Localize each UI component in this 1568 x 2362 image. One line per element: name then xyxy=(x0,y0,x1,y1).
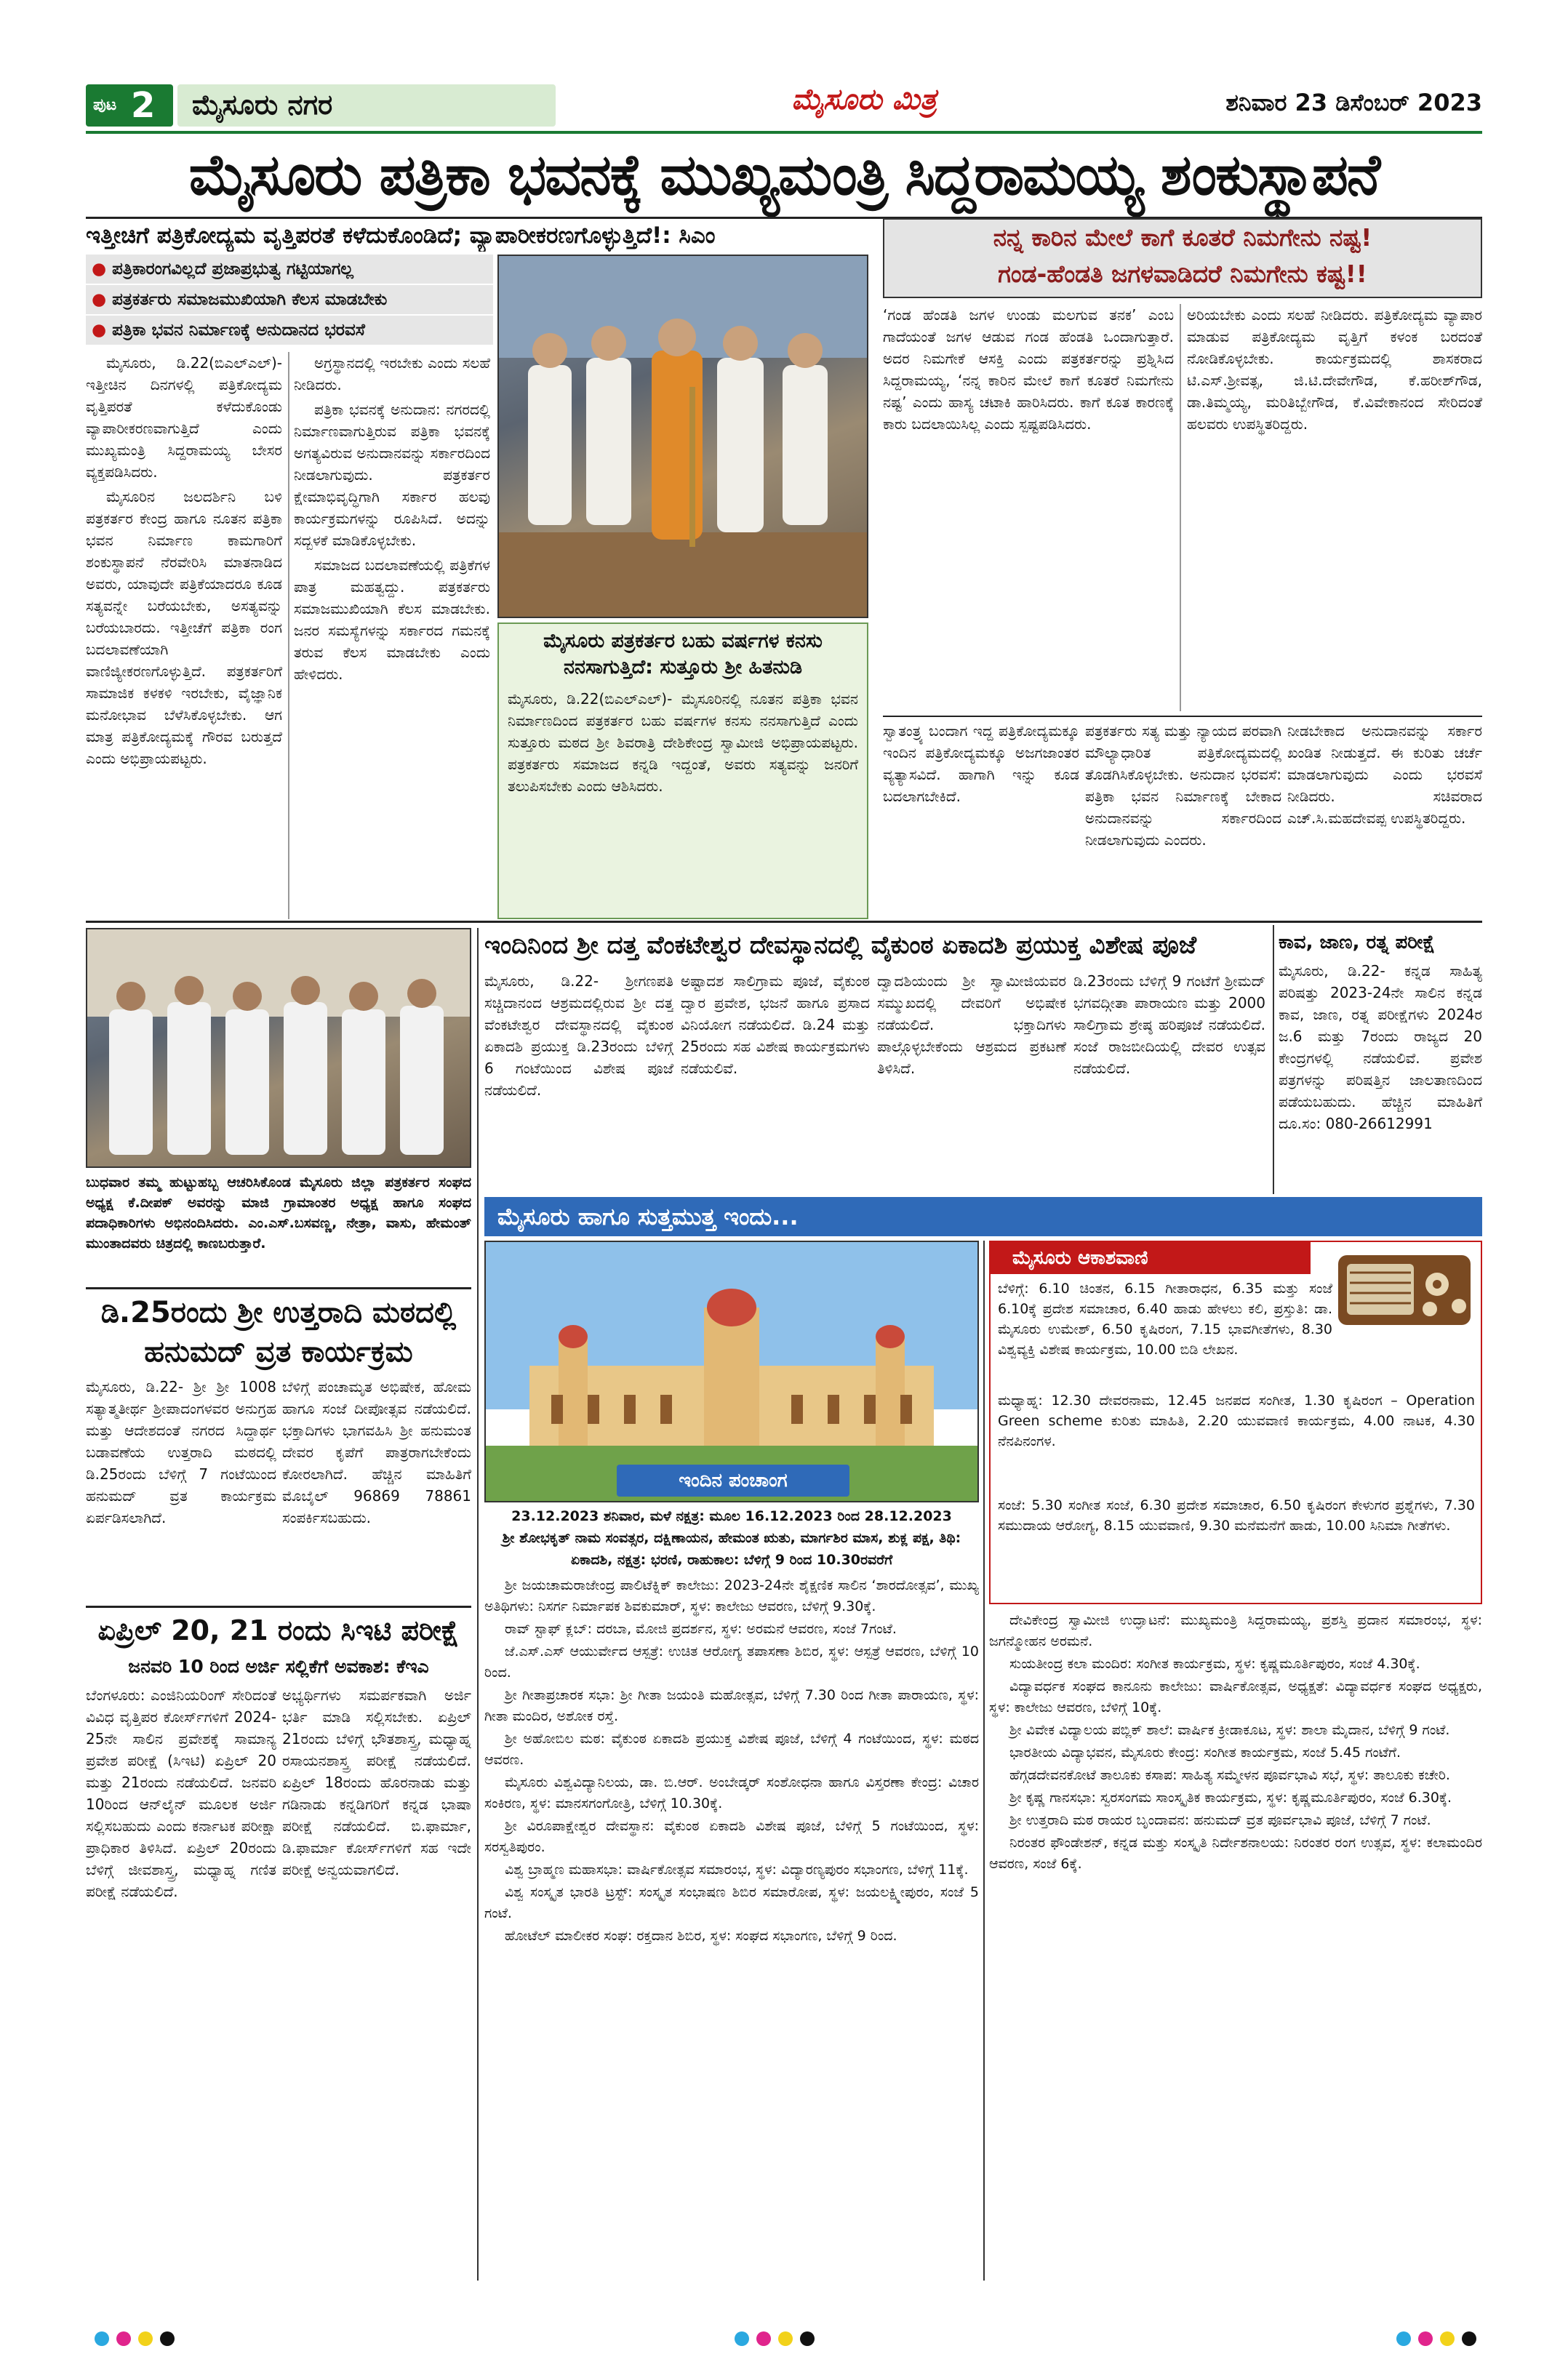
radio-morning: ಬೆಳಿಗ್ಗೆ: 6.10 ಚಿಂತನ, 6.15 ಗೀತಾರಾಧನ, 6.35 ಮತ್ತು ಸಂಜೆ 6.10ಕ್ಕೆ ಪ್ರದೇಶ ಸಮಾಚಾರ, 6.40 ಹಾಡು ಹೇಳಲು ಕಲಿ, ಪ್ರಸ್ತುತಿ: ಡಾ. ಮೈಸೂರು ಉಮೇಶ್, 6.50 ಕೃಷಿರಂಗ, 7.15 ಭಾವಗೀತೆಗಳು, 8.30 ವಿಶ್ವವ್ಯಕ್ತಿ ವಿಶೇಷ ಕಾರ್ಯಕ್ರಮ, 10.00 ಬಿಡಿ ಲೇಖನ. xyxy=(998,1281,1332,1358)
kaava-headline: ಕಾವ, ಜಾಣ, ರತ್ನ ಪರೀಕ್ಷೆ xyxy=(1279,932,1436,953)
event-item: ಶ್ರೀ ವಿರೂಪಾಕ್ಷೇಶ್ವರ ದೇವಸ್ಥಾನ: ವೈಕುಂಠ ಏಕಾದಶಿ ವಿಶೇಷ ಪೂಜೆ, ಬೆಳಿಗ್ಗೆ 5 ಗಂಟೆಯಿಂದ, ಸ್ಥಳ: ಸರಸ್ವತಿಪುರಂ. xyxy=(484,1818,979,1855)
kaava-text: ಮೈಸೂರು, ಡಿ.22- ಕನ್ನಡ ಸಾಹಿತ್ಯ ಪರಿಷತ್ತು 2023-24ನೇ ಸಾಲಿನ ಕನ್ನಡ ಕಾವ, ಜಾಣ, ರತ್ನ ಪರೀಕ್ಷೆಗಳು 2024ರ ಜ.6 ಮತ್ತು 7ರಂದು ರಾಜ್ಯದ 20 ಕೇಂದ್ರಗಳಲ್ಲಿ ನಡೆಯಲಿವೆ. ಪ್ರವೇಶ ಪತ್ರಗಳನ್ನು ಪರಿಷತ್ತಿನ ಜಾಲತಾಣದಿಂದ ಪಡೆಯಬಹುದು. ಹೆಚ್ಚಿನ ಮಾಹಿತಿಗೆ ದೂ.ಸಂ: 080-26612991 xyxy=(1279,962,1482,1132)
vaikuntha-column-4: ಡಿ.23ರಂದು ಬೆಳಿಗ್ಗೆ 9 ಗಂಟೆಗೆ ಶ್ರೀಮದ್ ಭಗವದ್ಗೀತಾ ಪಾರಾಯಣ ಮತ್ತು 2000 ಸಾಲಿಗ್ರಾಮ ಶ್ರೇಷ್ಠ ಹರಿಪೂಜೆ ನಡೆಯಲಿದೆ. ಸಂಜೆ ರಾಜಬೀದಿಯಲ್ಲಿ ದೇವರ ಉತ್ಸವ ನಡೆಯಲಿದೆ. xyxy=(1073,972,1265,1077)
column-rule xyxy=(477,928,479,2281)
registration-dot xyxy=(1396,2331,1411,2346)
opinion-column-2: ಅರಿಯಬೇಕು ಎಂದು ಸಲಹೆ ನೀಡಿದರು. ಪತ್ರಿಕೋದ್ಯಮ ವ್ಯಾಪಾರ ಮಾಡುವ ಪತ್ರಿಕೋದ್ಯಮ ವೃತ್ತಿಗೆ ಕಳಂಕ ಬರದಂತೆ ನೋಡಿಕೊಳ್ಳಬೇಕು. ಕಾರ್ಯಕ್ರಮದಲ್ಲಿ ಶಾಸಕರಾದ ಟಿ.ಎಸ್.ಶ್ರೀವತ್ಸ, ಜಿ.ಟಿ.ದೇವೇಗೌಡ, ಕೆ.ಹರೀಶ್‌ಗೌಡ, ಡಾ.ತಿಮ್ಮಯ್ಯ, ಮರಿತಿಬ್ಬೇಗೌಡ, ಕೆ.ವಿವೇಕಾನಂದ ಸೇರಿದಂತೆ ಹಲವರು ಉಪಸ್ಥಿತರಿದ್ದರು. xyxy=(1187,306,1482,433)
hanumad-column-1: ಮೈಸೂರು, ಡಿ.22- ಶ್ರೀ ಶ್ರೀ 1008 ಸತ್ಯಾತ್ಮತೀರ್ಥ ಶ್ರೀಪಾದಂಗಳವರ ಅನುಗ್ರಹ ಮತ್ತು ಆದೇಶದಂತೆ ನಗರದ ಸಿದ್ದಾರ್ಥ ಬಡಾವಣೆಯ ಉತ್ತರಾದಿ ಮಠದಲ್ಲಿ ಡಿ.25ರಂದು ಬೆಳಿಗ್ಗೆ 7 ಗಂಟೆಯಿಂದ ಹನುಮದ್ ವ್ರತ ಕಾರ್ಯಕ್ರಮ ಏರ್ಪಡಿಸಲಾಗಿದೆ. xyxy=(86,1378,276,1526)
registration-dot xyxy=(800,2331,815,2346)
event-item: ವಿದ್ಯಾವರ್ಧಕ ಸಂಘದ ಕಾನೂನು ಕಾಲೇಜು: ವಾರ್ಷಿಕೋತ್ಸವ, ಅಧ್ಯಕ್ಷತೆ: ವಿದ್ಯಾವರ್ಧಕ ಸಂಘದ ಅಧ್ಯಕ್ಷರು, ಸ್ಥಳ: ಕಾಲೇಜು ಆವರಣ, ಬೆಳಿಗ್ಗೆ 10ಕ್ಕೆ. xyxy=(989,1678,1482,1716)
bullet-item: ● ಪತ್ರಿಕಾರಂಗವಿಲ್ಲದೆ ಪ್ರಜಾಪ್ರಭುತ್ವ ಗಟ್ಟಿಯಾಗಲ್ಲ xyxy=(86,255,493,284)
section-label xyxy=(177,84,556,127)
lower-left-column-1: ಸ್ವಾತಂತ್ರ್ಯ ಬಂದಾಗ ಇದ್ದ ಪತ್ರಿಕೋದ್ಯಮಕ್ಕೂ ಇಂದಿನ ಪತ್ರಿಕೋದ್ಯಮಕ್ಕೂ ಅಜಗಜಾಂತರ ವ್ಯತ್ಯಾಸವಿದೆ. ಹಾಗಾಗಿ ಇನ್ನು ಕೂಡ ಬದಲಾಗಬೇಕಿದೆ. xyxy=(883,722,1079,805)
section-name: ಮೈಸೂರು ನಗರ xyxy=(192,89,333,121)
section-rule xyxy=(86,921,1482,923)
group-photo-caption: ಬುಧವಾರ ತಮ್ಮ ಹುಟ್ಟುಹಬ್ಬ ಆಚರಿಸಿಕೊಂಡ ಮೈಸೂರು ಜಿಲ್ಲಾ ಪತ್ರಕರ್ತರ ಸಂಘದ ಅಧ್ಯಕ್ಷ ಕೆ.ದೀಪಕ್ ಅವರನ್ನು ಮಾಜಿ ಗ್ರಾಮಾಂತರ ಅಧ್ಯಕ್ಷ ಹಾಗೂ ಸಂಘದ ಪದಾಧಿಕಾರಿಗಳು ಅಭಿನಂದಿಸಿದರು. ಎಂ.ಎಸ್.ಬಸವಣ್ಣ, ನೇತ್ರಾ, ವಾಸು, ಹೇಮಂತ್ ಮುಂತಾದವರು ಚಿತ್ರದಲ್ಲಿ ಕಾಣಬರುತ್ತಾರೆ. xyxy=(86,1174,471,1252)
opinion-column-1: ‘ಗಂಡ ಹೆಂಡತಿ ಜಗಳ ಉಂಡು ಮಲಗುವ ತನಕ’ ಎಂಬ ಗಾದೆಯಂತೆ ಜಗಳ ಆಡುವ ಗಂಡ ಹೆಂಡತಿ ಒಂದಾಗುತ್ತಾರೆ. ಅದರ ನಿಮಗೇಕೆ ಆಸಕ್ತಿ ಎಂದು ಪತ್ರಕರ್ತರನ್ನು ಪ್ರಶ್ನಿಸಿದ ಸಿದ್ದರಾಮಯ್ಯ, ‘ನನ್ನ ಕಾರಿನ ಮೇಲೆ ಕಾಗೆ ಕೂತರೆ ನಿಮಗೇನು ನಷ್ಟ’ ಎಂದು ಹಾಸ್ಯ ಚಟಾಕಿ ಹಾರಿಸಿದರು. ಕಾಗೆ ಕೂತ ಕಾರಣಕ್ಕೆ ಕಾರು ಬದಲಾಯಿಸಿಲ್ಲ ಎಂದು ಸ್ಪಷ್ಟಪಡಿಸಿದರು. xyxy=(883,306,1174,433)
lead-photo-foundation-ceremony xyxy=(497,255,868,618)
cet-subhead: ಜನವರಿ 10 ರಿಂದ ಅರ್ಜಿ ಸಲ್ಲಿಕೆಗೆ ಅವಕಾಶ: ಕೆಇಎ xyxy=(128,1656,429,1677)
radio-icon xyxy=(1335,1248,1473,1328)
event-item: ಸುಯತೀಂದ್ರ ಕಲಾ ಮಂದಿರ: ಸಂಗೀತ ಕಾರ್ಯಕ್ರಮ, ಸ್ಥಳ: ಕೃಷ್ಣಮೂರ್ತಿಪುರಂ, ಸಂಜೆ 4.30ಕ್ಕೆ. xyxy=(1009,1656,1420,1672)
photo-story-headline: ಮೈಸೂರು ಪತ್ರಕರ್ತರ ಬಹು ವರ್ಷಗಳ ಕನಸು ನನಸಾಗುತ್ತಿದೆ: ಸುತ್ತೂರು ಶ್ರೀ ಹಿತನುಡಿ xyxy=(543,630,823,678)
radio-afternoon: ಮಧ್ಯಾಹ್ನ: 12.30 ದೇವರನಾಮ, 12.45 ಜನಪದ ಸಂಗೀತ, 1.30 ಕೃಷಿರಂಗ – Operation Green scheme ಕುರಿತು ಮಾಹಿತಿ, 2.20 ಯುವವಾಣಿ ಕಾರ್ಯಕ್ರಮ, 4.00 ನಾಟಕ, 4.30 ನೆನಪಿನಂಗಳ. xyxy=(998,1393,1475,1449)
event-item: ಹೆಗ್ಗಡದೇವನಕೋಟೆ ತಾಲೂಕು ಕಸಾಪ: ಸಾಹಿತ್ಯ ಸಮ್ಮೇಳನ ಪೂರ್ವಭಾವಿ ಸಭೆ, ಸ್ಥಳ: ತಾಲೂಕು ಕಚೇರಿ. xyxy=(1009,1767,1450,1783)
bullet-icon: ● xyxy=(92,260,107,279)
bullet-icon: ● xyxy=(92,321,107,340)
event-item: ಶ್ರೀ ಜಯಚಾಮರಾಜೇಂದ್ರ ಪಾಲಿಟೆಕ್ನಿಕ್ ಕಾಲೇಜು: 2023-24ನೇ ಶೈಕ್ಷಣಿಕ ಸಾಲಿನ ‘ಶಾರದೋತ್ಸವ’, ಮುಖ್ಯ ಅತಿಥಿಗಳು: ನಿಸರ್ಗ ನಿರ್ಮಾಪಕ ಶಿವಕುಮಾರ್, ಸ್ಥಳ: ಕಾಲೇಜು ಆವರಣ, ಬೆಳಿಗ್ಗೆ 9.30ಕ್ಕೆ. xyxy=(484,1577,979,1614)
opinion-headline-1: ನನ್ನ ಕಾರಿನ ಮೇಲೆ ಕಾಗೆ ಕೂತರೆ ನಿಮಗೇನು ನಷ್ಟ! xyxy=(993,223,1372,252)
today-banner-title: ಮೈಸೂರು ಹಾಗೂ ಸುತ್ತಮುತ್ತ ಇಂದು... xyxy=(497,1203,799,1230)
event-item: ವಿಶ್ವ ಬ್ರಾಹ್ಮಣ ಮಹಾಸಭಾ: ವಾರ್ಷಿಕೋತ್ಸವ ಸಮಾರಂಭ, ಸ್ಥಳ: ವಿದ್ಯಾರಣ್ಯಪುರಂ ಸಭಾಂಗಣ, ಬೆಳಿಗ್ಗೆ 11ಕ್ಕೆ. xyxy=(505,1862,969,1878)
page-number: 2 xyxy=(131,85,156,126)
registration-dot xyxy=(95,2331,109,2346)
bullet-item: ● ಪತ್ರಿಕಾ ಭವನ ನಿರ್ಮಾಣಕ್ಕೆ ಅನುದಾನದ ಭರವಸೆ xyxy=(86,316,493,345)
vaikuntha-column-1: ಮೈಸೂರು, ಡಿ.22- ಶ್ರೀಗಣಪತಿ ಸಚ್ಚಿದಾನಂದ ಆಶ್ರಮದಲ್ಲಿರುವ ಶ್ರೀ ದತ್ತ ವೆಂಕಟೇಶ್ವರ ದೇವಸ್ಥಾನದಲ್ಲಿ ವೈಕುಂಠ ಏಕಾದಶಿ ಪ್ರಯುಕ್ತ ಡಿ.23ರಂದು ಬೆಳಿಗ್ಗೆ 6 ಗಂಟೆಯಿಂದ ವಿಶೇಷ ಪೂಜೆ ನಡೆಯಲಿದೆ. xyxy=(484,972,673,1099)
registration-dot xyxy=(116,2331,131,2346)
event-item: ಶ್ರೀ ವಿವೇಕ ವಿದ್ಯಾಲಯ ಪಬ್ಲಿಕ್ ಶಾಲೆ: ವಾರ್ಷಿಕ ಕ್ರೀಡಾಕೂಟ, ಸ್ಥಳ: ಶಾಲಾ ಮೈದಾನ, ಬೆಳಿಗ್ಗೆ 9 ಗಂಟೆ. xyxy=(1009,1722,1450,1738)
event-item: ದೇವಿಕೇಂದ್ರ ಸ್ವಾಮೀಜಿ ಉದ್ಘಾಟನೆ: ಮುಖ್ಯಮಂತ್ರಿ ಸಿದ್ದರಾಮಯ್ಯ, ಪ್ರಶಸ್ತಿ ಪ್ರದಾನ ಸಮಾರಂಭ, ಸ್ಥಳ: ಜಗನ್ಮೋಹನ ಅರಮನೆ. xyxy=(989,1612,1482,1649)
radio-evening: ಸಂಜೆ: 5.30 ಸಂಗೀತ ಸಂಜೆ, 6.30 ಪ್ರದೇಶ ಸಮಾಚಾರ, 6.50 ಕೃಷಿರಂಗ ಕೇಳುಗರ ಪ್ರಶ್ನೆಗಳು, 7.30 ಸಮುದಾಯ ಆರೋಗ್ಯ, 8.15 ಯುವವಾಣಿ, 9.30 ಮನೆಮನೆಗೆ ಹಾಡು, 10.00 ಸಿನಿಮಾ ಗೀತೆಗಳು. xyxy=(998,1497,1475,1534)
lead-column-1: ಮೈಸೂರು, ಡಿ.22(ಬಿಎಲ್‌ಎಲ್)- ಇತ್ತೀಚಿನ ದಿನಗಳಲ್ಲಿ ಪತ್ರಿಕೋದ್ಯಮ ವೃತ್ತಿಪರತೆ ಕಳೆದುಕೊಂಡು ವ್ಯಾಪಾರೀಕರಣವಾಗುತ್ತಿದೆ ಎಂದು ಮುಖ್ಯಮಂತ್ರಿ ಸಿದ್ದರಾಮಯ್ಯ ಬೇಸರ ವ್ಯಕ್ತಪಡಿಸಿದರು. ಮೈಸೂರಿನ ಜಲದರ್ಶಿನಿ ಬಳಿ ಪತ್ರಕರ್ತರ ಕೇಂದ್ರ ಹಾಗೂ ನೂತನ ಪತ್ರಿಕಾ ಭವನ ನಿರ್ಮಾಣ ಕಾಮಗಾರಿಗೆ ಶಂಕುಸ್ಥಾಪನೆ ನೆರವೇರಿಸಿ ಮಾತನಾಡಿದ ಅವರು, ಯಾವುದೇ ಪತ್ರಿಕೆಯಾದರೂ ಕೂಡ ಸತ್ಯವನ್ನೇ ಬರೆಯಬೇಕು, ಅಸತ್ಯವನ್ನು ಬರೆಯಬಾರದು. ಇತ್ತೀಚೆಗೆ ಪತ್ರಿಕಾ ರಂಗ ಬದಲಾವಣೆಯಾಗಿ ವಾಣಿಜ್ಯೀಕರಣಗೊಳ್ಳುತ್ತಿದೆ. ಪತ್ರಕರ್ತರಿಗೆ ಸಾಮಾಜಿಕ ಕಳಕಳಿ ಇರಬೇಕು, ವೈಜ್ಞಾನಿಕ ಮನೋಭಾವ ಬೆಳೆಸಿಕೊಳ್ಳಬೇಕು. ಆಗ ಮಾತ್ರ ಪತ್ರಿಕೋದ್ಯಮಕ್ಕೆ ಗೌರವ ಬರುತ್ತದೆ ಎಂದು ಅಭಿಪ್ರಾಯಪಟ್ಟರು. xyxy=(86,354,282,767)
section-rule xyxy=(883,716,1482,717)
vaikuntha-headline: ಇಂದಿನಿಂದ ಶ್ರೀ ದತ್ತ ವೆಂಕಟೇಶ್ವರ ದೇವಸ್ಥಾನದಲ್ಲಿ ವೈಕುಂಠ ಏಕಾದಶಿ ಪ್ರಯುಕ್ತ ವಿಶೇಷ ಪೂಜೆ xyxy=(484,931,1197,960)
lead-headline: ಮೈಸೂರು ಪತ್ರಿಕಾ ಭವನಕ್ಕೆ ಮುಖ್ಯಮಂತ್ರಿ ಸಿದ್ದರಾಮಯ್ಯ ಶಂಕುಸ್ಥಾಪನೆ xyxy=(188,143,1380,208)
ceremony-photo-graphic xyxy=(499,256,867,617)
registration-dot xyxy=(160,2331,175,2346)
hanumad-column-2: ಬೆಳಿಗ್ಗೆ ಪಂಚಾಮೃತ ಅಭಿಷೇಕ, ಹೋಮ ಹಾಗೂ ಸಂಜೆ ದೀಪೋತ್ಸವ ನಡೆಯಲಿದೆ. ಭಕ್ತಾದಿಗಳು ಭಾಗವಹಿಸಿ ಶ್ರೀ ಹನುಮಂತ ದೇವರ ಕೃಪೆಗೆ ಪಾತ್ರರಾಗಬೇಕೆಂದು ಕೋರಲಾಗಿದೆ. ಹೆಚ್ಚಿನ ಮಾಹಿತಿಗೆ ಮೊಬೈಲ್ 96869 78861 ಸಂಪರ್ಕಿಸಬಹುದು. xyxy=(282,1378,471,1526)
registration-dot xyxy=(778,2331,793,2346)
vaikuntha-column-3: ದ್ವಾದಶಿಯಂದು ಶ್ರೀ ಸ್ವಾಮೀಜಿಯವರ ಸಮ್ಮುಖದಲ್ಲಿ ದೇವರಿಗೆ ಅಭಿಷೇಕ ನಡೆಯಲಿದೆ. ಭಕ್ತಾದಿಗಳು ಪಾಲ್ಗೊಳ್ಳಬೇಕೆಂದು ಆಶ್ರಮದ ಪ್ರಕಟಣೆ ತಿಳಿಸಿದೆ. xyxy=(877,972,1066,1077)
mysore-palace-image xyxy=(484,1241,979,1502)
right-events-list xyxy=(989,1610,1482,2281)
cet-headline: ಏಪ್ರಿಲ್ 20, 21 ರಂದು ಸಿಇಟಿ ಪರೀಕ್ಷೆ xyxy=(97,1614,460,1646)
event-item: ಭಾರತೀಯ ವಿದ್ಯಾಭವನ, ಮೈಸೂರು ಕೇಂದ್ರ: ಸಂಗೀತ ಕಾರ್ಯಕ್ರಮ, ಸಂಜೆ 5.45 ಗಂಟೆಗೆ. xyxy=(1009,1745,1401,1761)
panchanga-title-bar: ಇಂದಿನ ಪಂಚಾಂಗ xyxy=(617,1465,849,1497)
column-rule xyxy=(288,352,289,919)
registration-dot xyxy=(138,2331,153,2346)
opinion-box xyxy=(883,218,1482,298)
column-rule xyxy=(1180,304,1181,711)
column-rule xyxy=(1273,925,1274,1194)
panchanga-details: 23.12.2023 ಶನಿವಾರ, ಮಳೆ ನಕ್ಷತ್ರ: ಮೂಲ 16.12.2023 ರಿಂದ 28.12.2023 ಶ್ರೀ ಶೋಭಕೃತ್ ನಾಮ ಸಂವತ್ಸರ, ದಕ್ಷಿಣಾಯನ, ಹೇಮಂತ ಋತು, ಮಾರ್ಗಶಿರ ಮಾಸ, ಶುಕ್ಲ ಪಕ್ಷ, ತಿಥಿ: ಏಕಾದಶಿ, ನಕ್ಷತ್ರ: ಭರಣಿ, ರಾಹುಕಾಲ: ಬೆಳಿಗ್ಗೆ 9 ರಿಂದ 10.30ರವರೆಗೆ xyxy=(502,1508,961,1568)
event-item: ಶ್ರೀ ಉತ್ತರಾದಿ ಮಠ ರಾಯರ ಬೃಂದಾವನ: ಹನುಮದ್ ವ್ರತ ಪೂರ್ವಭಾವಿ ಪೂಜೆ, ಬೆಳಿಗ್ಗೆ 7 ಗಂಟೆ. xyxy=(1009,1812,1431,1828)
event-item: ಮೈಸೂರು ವಿಶ್ವವಿದ್ಯಾನಿಲಯ, ಡಾ. ಬಿ.ಆರ್. ಅಂಬೇಡ್ಕರ್ ಸಂಶೋಧನಾ ಹಾಗೂ ವಿಸ್ತರಣಾ ಕೇಂದ್ರ: ವಿಚಾರ ಸಂಕಿರಣ, ಸ್ಥಳ: ಮಾನಸಗಂಗೋತ್ರಿ, ಬೆಳಿಗ್ಗೆ 10.30ಕ್ಕೆ. xyxy=(484,1774,979,1811)
photo-story-box xyxy=(497,622,868,919)
group-photo-graphic xyxy=(87,929,470,1166)
masthead xyxy=(86,81,1482,132)
issue-date: ಶನಿವಾರ 23 ಡಿಸೆಂಬರ್ 2023 xyxy=(1225,89,1482,116)
column-rule xyxy=(983,1241,985,2281)
hanumad-headline: ಡಿ.25ರಂದು ಶ್ರೀ ಉತ್ತರಾದಿ ಮಠದಲ್ಲಿ ಹನುಮದ್ ವ್ರತ ಕಾರ್ಯಕ್ರಮ xyxy=(100,1296,457,1369)
event-item: ವಿಶ್ವ ಸಂಸ್ಕೃತ ಭಾರತಿ ಟ್ರಸ್ಟ್: ಸಂಸ್ಕೃತ ಸಂಭಾಷಣ ಶಿಬಿರ ಸಮಾರೋಪ, ಸ್ಥಳ: ಜಯಲಕ್ಷ್ಮೀಪುರಂ, ಸಂಜೆ 5 ಗಂಟೆ. xyxy=(484,1884,979,1921)
event-item: ಹೋಟೆಲ್ ಮಾಲೀಕರ ಸಂಘ: ರಕ್ತದಾನ ಶಿಬಿರ, ಸ್ಥಳ: ಸಂಘದ ಸಭಾಂಗಣ, ಬೆಳಿಗ್ಗೆ 9 ರಿಂದ. xyxy=(505,1928,897,1944)
palace-graphic xyxy=(486,1242,977,1501)
lead-subhead: ಇತ್ತೀಚಿಗೆ ಪತ್ರಿಕೋದ್ಯಮ ವೃತ್ತಿಪರತೆ ಕಳೆದುಕೊಂಡಿದೆ; ವ್ಯಾಪಾರೀಕರಣಗೊಳ್ಳುತ್ತಿದೆ!: ಸಿಎಂ xyxy=(86,223,716,249)
cet-column-2: ಅಭ್ಯರ್ಥಿಗಳು ಸಮರ್ಪಕವಾಗಿ ಅರ್ಜಿ ಭರ್ತಿ ಮಾಡಿ ಸಲ್ಲಿಸಬೇಕು. ಏಪ್ರಿಲ್ 21ರಂದು ಬೆಳಿಗ್ಗೆ ಭೌತಶಾಸ್ತ್ರ, ಮಧ್ಯಾಹ್ನ ರಸಾಯನಶಾಸ್ತ್ರ ಪರೀಕ್ಷೆ ನಡೆಯಲಿದೆ. ಏಪ್ರಿಲ್ 18ರಂದು ಹೊರನಾಡು ಮತ್ತು ಗಡಿನಾಡು ಕನ್ನಡಿಗರಿಗೆ ಕನ್ನಡ ಭಾಷಾ ಪರೀಕ್ಷೆ ನಡೆಯಲಿದೆ. ಬಿ.ಫಾರ್ಮಾ, ಡಿ.ಫಾರ್ಮಾ ಕೋರ್ಸ್‌ಗಳಿಗೆ ಸಹ ಇದೇ ಪರೀಕ್ಷೆ ಅನ್ವಯವಾಗಲಿದೆ. xyxy=(282,1686,471,1878)
event-item: ಶ್ರೀ ಅಹೋಬಿಲ ಮಠ: ವೈಕುಂಠ ಏಕಾದಶಿ ಪ್ರಯುಕ್ತ ವಿಶೇಷ ಪೂಜೆ, ಬೆಳಿಗ್ಗೆ 4 ಗಂಟೆಯಿಂದ, ಸ್ಥಳ: ಮಠದ ಆವರಣ. xyxy=(484,1731,979,1768)
opinion-headline-2: ಗಂಡ-ಹೆಂಡತಿ ಜಗಳವಾಡಿದರೆ ನಿಮಗೇನು ಕಷ್ಟ!! xyxy=(998,260,1367,288)
registration-dot xyxy=(756,2331,771,2346)
masthead-rule xyxy=(86,131,1482,134)
lower-left-column-3: ನೀಡಬೇಕಾದ ಅನುದಾನವನ್ನು ಸರ್ಕಾರ ಖಂಡಿತ ನೀಡುತ್ತದೆ. ಈ ಕುರಿತು ಚರ್ಚೆ ಮಾಡಲಾಗುವುದು ಎಂದು ಭರವಸೆ ನೀಡಿದರು. ಸಚಿವರಾದ ಎಚ್.ಸಿ.ಮಹದೇವಪ್ಪ ಉಪಸ್ಥಿತರಿದ್ದರು. xyxy=(1287,722,1482,827)
registration-dot xyxy=(1462,2331,1476,2346)
birthday-group-photo xyxy=(86,928,471,1168)
cet-column-1: ಬೆಂಗಳೂರು: ಎಂಜಿನಿಯರಿಂಗ್ ಸೇರಿದಂತೆ ವಿವಿಧ ವೃತ್ತಿಪರ ಕೋರ್ಸ್‌ಗಳಿಗೆ 2024-25ನೇ ಸಾಲಿನ ಪ್ರವೇಶಕ್ಕೆ ಸಾಮಾನ್ಯ ಪ್ರವೇಶ ಪರೀಕ್ಷೆ (ಸಿಇಟಿ) ಏಪ್ರಿಲ್ 20 ಮತ್ತು 21ರಂದು ನಡೆಯಲಿದೆ. ಜನವರಿ 10ರಿಂದ ಆನ್‌ಲೈನ್ ಮೂಲಕ ಅರ್ಜಿ ಸಲ್ಲಿಸಬಹುದು ಎಂದು ಕರ್ನಾಟಕ ಪರೀಕ್ಷಾ ಪ್ರಾಧಿಕಾರ ತಿಳಿಸಿದೆ. ಏಪ್ರಿಲ್ 20ರಂದು ಬೆಳಿಗ್ಗೆ ಜೀವಶಾಸ್ತ್ರ, ಮಧ್ಯಾಹ್ನ ಗಣಿತ ಪರೀಕ್ಷೆ ನಡೆಯಲಿದೆ. xyxy=(86,1686,276,1900)
photo-story-text: ಮೈಸೂರು, ಡಿ.22(ಬಿಎಲ್‌ಎಲ್)- ಮೈಸೂರಿನಲ್ಲಿ ನೂತನ ಪತ್ರಿಕಾ ಭವನ ನಿರ್ಮಾಣದಿಂದ ಪತ್ರಕರ್ತರ ಬಹು ವರ್ಷಗಳ ಕನಸು ನನಸಾಗುತ್ತಿದೆ ಎಂದು ಸುತ್ತೂರು ಮಠದ ಶ್ರೀ ಶಿವರಾತ್ರಿ ದೇಶಿಕೇಂದ್ರ ಸ್ವಾಮೀಜಿ ಅಭಿಪ್ರಾಯಪಟ್ಟರು. ಪತ್ರಕರ್ತರು ಸಮಾಜದ ಕನ್ನಡಿ ಇದ್ದಂತೆ, ಅವರು ಸತ್ಯವನ್ನು ಜನರಿಗೆ ತಲುಪಿಸಬೇಕು ಎಂದು ಆಶಿಸಿದರು. xyxy=(508,690,858,795)
radio-title-bar: ಮೈಸೂರು ಆಕಾಶವಾಣಿ xyxy=(991,1242,1311,1274)
lead-column-2: ಅಗ್ರಸ್ಥಾನದಲ್ಲಿ ಇರಬೇಕು ಎಂದು ಸಲಹೆ ನೀಡಿದರು. ಪತ್ರಿಕಾ ಭವನಕ್ಕೆ ಅನುದಾನ: ನಗರದಲ್ಲಿ ನಿರ್ಮಾಣವಾಗುತ್ತಿರುವ ಪತ್ರಿಕಾ ಭವನಕ್ಕೆ ಅಗತ್ಯವಿರುವ ಅನುದಾನವನ್ನು ಸರ್ಕಾರದಿಂದ ನೀಡಲಾಗುವುದು. ಪತ್ರಕರ್ತರ ಕ್ಷೇಮಾಭಿವೃದ್ಧಿಗಾಗಿ ಸರ್ಕಾರ ಹಲವು ಕಾರ್ಯಕ್ರಮಗಳನ್ನು ರೂಪಿಸಿದೆ. ಅದನ್ನು ಸದ್ಬಳಕೆ ಮಾಡಿಕೊಳ್ಳಬೇಕು. ಸಮಾಜದ ಬದಲಾವಣೆಯಲ್ಲಿ ಪತ್ರಿಕೆಗಳ ಪಾತ್ರ ಮಹತ್ವದ್ದು. ಪತ್ರಕರ್ತರು ಸಮಾಜಮುಖಿಯಾಗಿ ಕೆಲಸ ಮಾಡಬೇಕು. ಜನರ ಸಮಸ್ಯೆಗಳನ್ನು ಸರ್ಕಾರದ ಗಮನಕ್ಕೆ ತರುವ ಕೆಲಸ ಮಾಡಬೇಕು ಎಂದು ಹೇಳಿದರು. xyxy=(294,354,490,683)
page-number-badge xyxy=(86,84,173,127)
vaikuntha-column-2: ಅಷ್ಟಾದಶ ಸಾಲಿಗ್ರಾಮ ಪೂಜೆ, ವೈಕುಂಠ ದ್ವಾರ ಪ್ರವೇಶ, ಭಜನೆ ಹಾಗೂ ಪ್ರಸಾದ ವಿನಿಯೋಗ ನಡೆಯಲಿದೆ. ಡಿ.24 ಮತ್ತು 25ರಂದು ಸಹ ವಿಶೇಷ ಕಾರ್ಯಕ್ರಮಗಳು ನಡೆಯಲಿವೆ. xyxy=(681,972,870,1077)
event-item: ನಿರಂತರ ಫೌಂಡೇಶನ್, ಕನ್ನಡ ಮತ್ತು ಸಂಸ್ಕೃತಿ ನಿರ್ದೇಶನಾಲಯ: ನಿರಂತರ ರಂಗ ಉತ್ಸವ, ಸ್ಥಳ: ಕಲಾಮಂದಿರ ಆವರಣ, ಸಂಜೆ 6ಕ್ಕೆ. xyxy=(989,1835,1482,1872)
event-item: ರಾವ್ ಸ್ಟಾಫ್ ಕ್ಲಬ್: ದರಬಾ, ಮೋಜಿ ಪ್ರದರ್ಶನ, ಸ್ಥಳ: ಅರಮನೆ ಆವರಣ, ಸಂಜೆ 7ಗಂಟೆ. xyxy=(505,1621,897,1637)
lower-left-column-2: ಪತ್ರಕರ್ತರು ಸತ್ಯ ಮತ್ತು ನ್ಯಾಯದ ಪರವಾಗಿ ಮೌಲ್ಯಾಧಾರಿತ ಪತ್ರಿಕೋದ್ಯಮದಲ್ಲಿ ತೊಡಗಿಸಿಕೊಳ್ಳಬೇಕು. ಅನುದಾನ ಭರವಸೆ: ಪತ್ರಿಕಾ ಭವನ ನಿರ್ಮಾಣಕ್ಕೆ ಬೇಕಾದ ಅನುದಾನವನ್ನು ಸರ್ಕಾರದಿಂದ ನೀಡಲಾಗುವುದು ಎಂದರು. xyxy=(1085,722,1281,849)
registration-dot xyxy=(735,2331,749,2346)
today-banner xyxy=(484,1197,1482,1236)
page-word: ಪುಟ xyxy=(93,96,117,114)
event-item: ಜೆ.ಎಸ್.ಎಸ್ ಆಯುರ್ವೇದ ಆಸ್ಪತ್ರೆ: ಉಚಿತ ಆರೋಗ್ಯ ತಪಾಸಣಾ ಶಿಬಿರ, ಸ್ಥಳ: ಆಸ್ಪತ್ರೆ ಆವರಣ, ಬೆಳಿಗ್ಗೆ 10 ರಿಂದ. xyxy=(484,1644,979,1681)
radio-box xyxy=(989,1241,1482,1604)
bullet-icon: ● xyxy=(92,290,107,309)
section-rule xyxy=(86,1606,471,1608)
section-rule xyxy=(86,1287,471,1289)
lead-bullets xyxy=(86,255,493,343)
bullet-item: ● ಪತ್ರಕರ್ತರು ಸಮಾಜಮುಖಿಯಾಗಿ ಕೆಲಸ ಮಾಡಬೇಕು xyxy=(86,285,493,314)
event-item: ಶ್ರೀ ಕೃಷ್ಣ ಗಾನಸಭಾ: ಸ್ವರಸಂಗಮ ಸಾಂಸ್ಕೃತಿಕ ಕಾರ್ಯಕ್ರಮ, ಸ್ಥಳ: ಕೃಷ್ಣಮೂರ್ತಿಪುರಂ, ಸಂಜೆ 6.30ಕ್ಕೆ. xyxy=(1009,1790,1452,1806)
registration-dot xyxy=(1418,2331,1433,2346)
registration-dot xyxy=(1440,2331,1455,2346)
event-item: ಶ್ರೀ ಗೀತಾಪ್ರಚಾರಕ ಸಭಾ: ಶ್ರೀ ಗೀತಾ ಜಯಂತಿ ಮಹೋತ್ಸವ, ಬೆಳಿಗ್ಗೆ 7.30 ರಿಂದ ಗೀತಾ ಪಾರಾಯಣ, ಸ್ಥಳ: ಗೀತಾ ಮಂದಿರ, ಅಶೋಕ ರಸ್ತೆ. xyxy=(484,1687,979,1724)
events-list xyxy=(484,1575,979,2281)
paper-name-logo: ಮೈಸೂರು ಮಿತ್ರ xyxy=(791,83,937,116)
